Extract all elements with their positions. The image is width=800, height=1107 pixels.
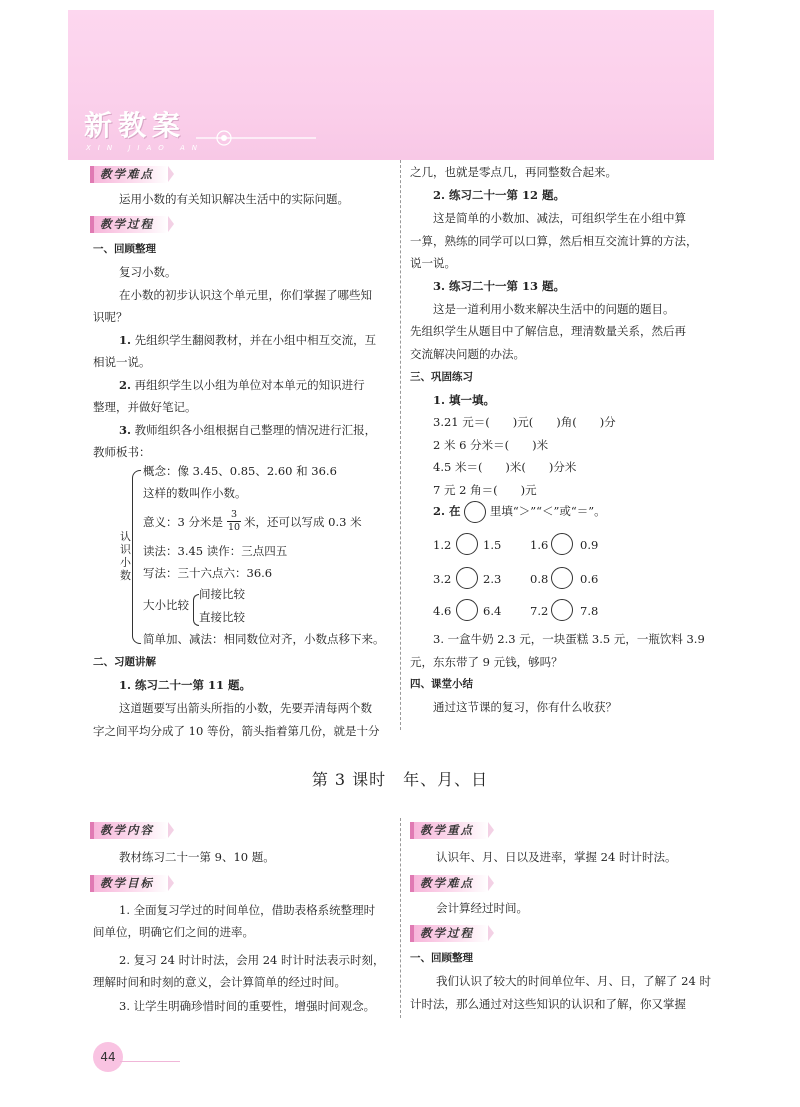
tag-teaching-difficulty: 教学难点 — [90, 166, 168, 183]
step-1-cont: 相说一说。 — [93, 355, 151, 369]
board-fraction: 3 10 — [227, 509, 241, 533]
step-1: 1. 先组织学生翻阅教材，并在小组中相互交流，互 — [119, 333, 377, 347]
compare-instruction: 2. 在 里填“＞”“＜”或“＝”。 — [433, 504, 606, 518]
goal-2-a: 2. 复习 24 时计时法，会用 24 时计时法表示时刻， — [119, 953, 385, 967]
exercise-3-a: 这是一道利用小数来解决生活中的问题的题目。 — [433, 302, 675, 316]
cmp-a-3: 3.2 — [433, 572, 452, 586]
cmp-b-6: 7.8 — [580, 604, 599, 618]
cmp-circle-6[interactable] — [551, 599, 573, 621]
section-practice: 三、巩固练习 — [410, 371, 473, 383]
header-subtitle: XIN JIAO AN — [86, 144, 204, 152]
tag-teaching-content: 教学内容 — [90, 822, 168, 839]
cmp-circle-5[interactable] — [456, 599, 478, 621]
page-number-line — [120, 1061, 180, 1062]
cmp-b-5: 6.4 — [483, 604, 502, 618]
cmp-circle-2[interactable] — [551, 533, 573, 555]
step-2: 2. 再组织学生以小组为单位对本单元的知识进行 — [119, 378, 365, 392]
cmp-a-5: 4.6 — [433, 604, 452, 618]
step-3-cont: 教师板书： — [93, 445, 151, 459]
goal-2-b: 理解时间和时刻的意义，会计算简单的经过时间。 — [93, 975, 346, 989]
fill-4: 7 元 2 角＝( )元 — [433, 483, 537, 497]
section-review: 一、回顾整理 — [93, 243, 156, 255]
board-compare: 大小比较 — [143, 598, 189, 612]
fill-1: 3.21 元＝( )元( )角( )分 — [433, 415, 616, 429]
board-meaning-pre: 意义：3 分米是 — [143, 515, 223, 529]
cmp-a-2: 1.6 — [530, 538, 549, 552]
cmp-circle-3[interactable] — [456, 567, 478, 589]
cmp-a-1: 1.2 — [433, 538, 452, 552]
exercise-1-b: 字之间平均分成了 10 等份，箭头指着第几份，就是十分 — [93, 724, 380, 738]
review-para-b: 计时法，那么通过对这些知识的认识和了解，你又掌握 — [410, 997, 686, 1011]
exercise-3-c: 交流解决问题的办法。 — [410, 347, 525, 361]
board-meaning-post: 米，还可以写成 0.3 米 — [244, 515, 362, 529]
board-concept-2: 这样的数叫作小数。 — [143, 486, 247, 500]
fill-2: 2 米 6 分米＝( )米 — [433, 438, 549, 452]
review-para-a: 我们认识了较大的时间单位年、月、日，了解了 24 时 — [436, 974, 711, 988]
lesson-title: 第 3 课时 年、月、日 — [311, 770, 489, 789]
board-compare-a: 间接比较 — [199, 587, 245, 601]
tag-teaching-process: 教学过程 — [90, 216, 168, 233]
word-problem-b: 元，东东带了 9 元钱，够吗？ — [410, 655, 563, 669]
review-small: 复习小数。 — [119, 265, 177, 279]
cmp-a-4: 0.8 — [530, 572, 549, 586]
goal-3: 3. 让学生明确珍惜时间的重要性，增强时间观念。 — [119, 999, 376, 1013]
board-addsub: 简单加、减法：相同数位对齐，小数点移下来。 — [143, 632, 385, 646]
board-read: 读法：3.45 读作：三点四五 — [143, 544, 288, 558]
board-write: 写法：三十六点六：36.6 — [143, 566, 273, 580]
exercise-1: 1. 练习二十一第 11 题。 — [119, 678, 252, 692]
page-number: 44 — [93, 1042, 123, 1072]
tag-teaching-key: 教学重点 — [410, 822, 488, 839]
goal-1-a: 1. 全面复习学过的时间单位，借助表格系统整理时 — [119, 903, 376, 917]
decoration-icon — [196, 128, 316, 148]
tag-teaching-goal: 教学目标 — [90, 875, 168, 892]
board-brace — [132, 470, 141, 644]
header-title: 新教案 — [84, 109, 187, 142]
cmp-b-3: 2.3 — [483, 572, 502, 586]
content-text: 教材练习二十一第 9、10 题。 — [119, 850, 275, 864]
tag-teaching-difficulty-2: 教学难点 — [410, 875, 488, 892]
fill-heading: 1. 填一填。 — [433, 393, 496, 407]
exercise-1-a: 这道题要写出箭头所指的小数，先要弄清每两个数 — [119, 701, 372, 715]
difficulty-text: 运用小数的有关知识解决生活中的实际问题。 — [119, 192, 349, 206]
cmp-b-4: 0.6 — [580, 572, 599, 586]
cmp-circle-4[interactable] — [551, 567, 573, 589]
exercise-3: 3. 练习二十一第 13 题。 — [433, 279, 566, 293]
goal-1-b: 间单位，明确它们之间的进率。 — [93, 925, 254, 939]
exercise-2-b: 一算，熟练的同学可以口算，然后相互交流计算的方法， — [410, 234, 698, 248]
exercise-2-c: 说一说。 — [410, 256, 456, 270]
cmp-b-1: 1.5 — [483, 538, 502, 552]
cmp-circle-1[interactable] — [456, 533, 478, 555]
exercise-2-a: 这是简单的小数加、减法，可组织学生在小组中算 — [433, 211, 686, 225]
tag-teaching-process-2: 教学过程 — [410, 925, 488, 942]
step-3: 3. 教师组织各小组根据自己整理的情况进行汇报， — [119, 423, 377, 437]
section-review-2: 一、回顾整理 — [410, 952, 473, 964]
board-compare-b: 直接比较 — [199, 610, 245, 624]
blank-circle — [464, 501, 486, 523]
key-text: 认识年、月、日以及进率，掌握 24 时计时法。 — [436, 850, 677, 864]
board-concept-1: 概念：像 3.45、0.85、2.60 和 36.6 — [143, 464, 337, 478]
cmp-a-6: 7.2 — [530, 604, 549, 618]
summary-text: 通过这节课的复习，你有什么收获？ — [433, 700, 617, 714]
difficulty-text-2: 会计算经过时间。 — [436, 901, 528, 915]
exercise-3-b: 先组织学生从题目中了解信息，理清数量关系，然后再 — [410, 324, 686, 338]
column-divider-bottom — [400, 818, 401, 1018]
column-divider-top — [400, 160, 401, 730]
continuation: 之几，也就是零点几，再同整数合起来。 — [410, 165, 617, 179]
intro-line-1: 在小数的初步认识这个单元里，你们掌握了哪些知 — [119, 288, 372, 302]
fill-3: 4.5 米＝( )米( )分米 — [433, 460, 577, 474]
exercise-2: 2. 练习二十一第 12 题。 — [433, 188, 566, 202]
step-2-cont: 整理，并做好笔记。 — [93, 400, 197, 414]
board-root: 认 识 小 数 — [120, 530, 131, 582]
intro-line-2: 识呢？ — [93, 310, 128, 324]
section-exercises: 二、习题讲解 — [93, 656, 156, 668]
cmp-b-2: 0.9 — [580, 538, 599, 552]
section-summary: 四、课堂小结 — [410, 678, 473, 690]
word-problem-a: 3. 一盒牛奶 2.3 元，一块蛋糕 3.5 元，一瓶饮料 3.9 — [433, 632, 705, 646]
